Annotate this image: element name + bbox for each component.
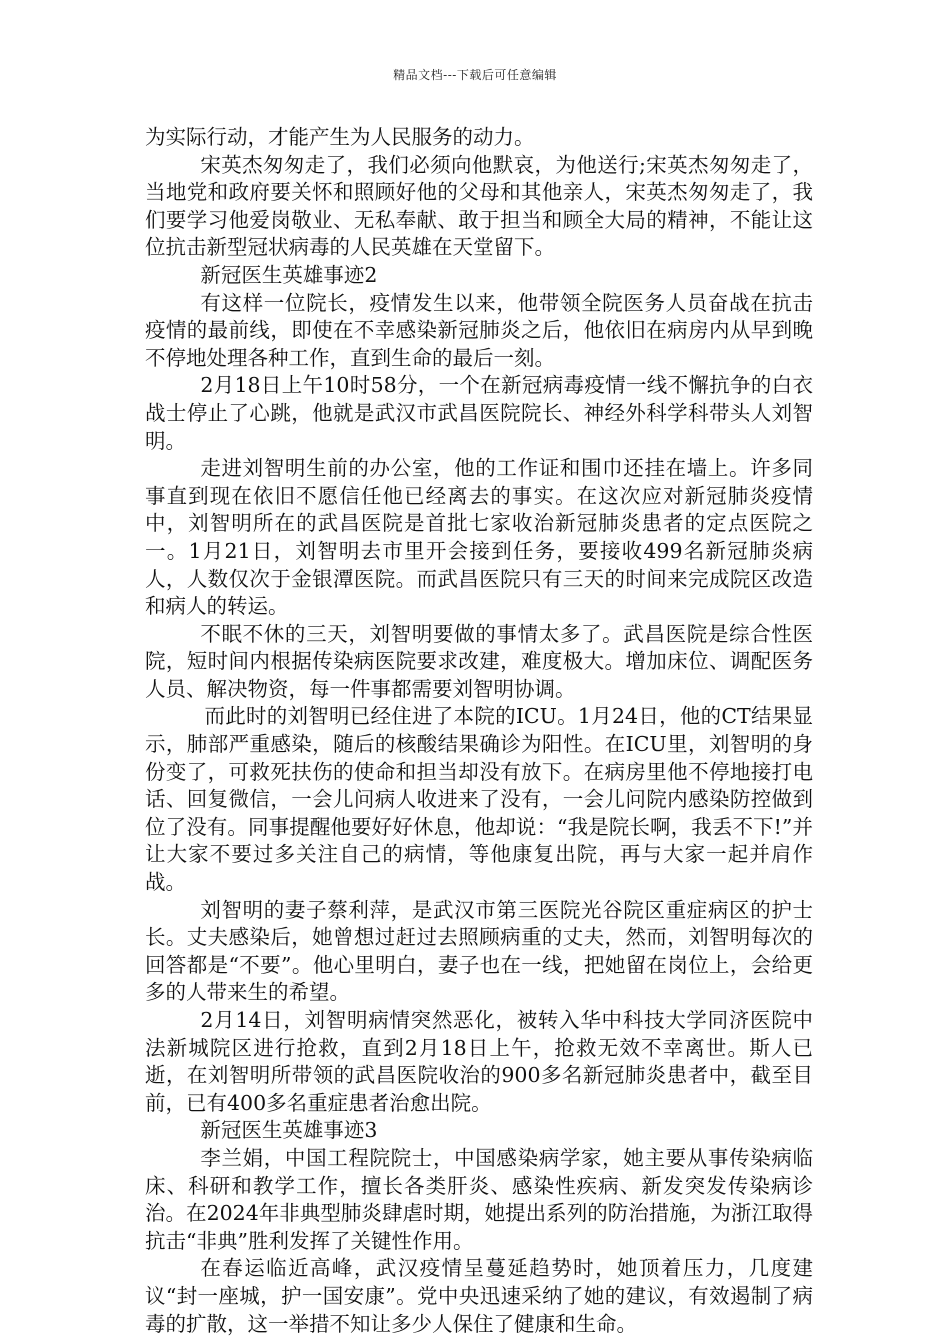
section-heading: 新冠医生英雄事迹2 xyxy=(200,262,378,287)
paragraph: 2月14日，刘智明病情突然恶化，被转入华中科技大学同济医院中法新城院区进行抢救，直到2月18日上午，抢救无效不幸离世。斯人已逝，在刘智明所带领的武昌医院收治的900多名新冠肺炎患者中，截至目前，已有400多名重症患者治愈出院。 xyxy=(145,1008,813,1115)
paragraph: 刘智明的妻子蔡利萍，是武汉市第三医院光谷院区重症病区的护士长。丈夫感染后，她曾想过赶过去照顾病重的丈夫，然而，刘智明每次的回答都是“不要”。他心里明白，妻子也在一线，把她留在岗位上，会给更多的人带来生的希望。 xyxy=(145,897,813,1005)
paragraph: 宋英杰匆匆走了，我们必须向他默哀，为他送行;宋英杰匆匆走了，当地党和政府要关怀和照顾好他的父母和其他亲人，宋英杰匆匆走了，我们要学习他爱岗敬业、无私奉献、敢于担当和顾全大局的精神，不能让这位抗击新型冠状病毒的人民英雄在天堂留下。 xyxy=(145,152,813,260)
paragraph: 在春运临近高峰，武汉疫情呈蔓延趋势时，她顶着压力，几度建议“封一座城，护一国安康”。党中央迅速采纳了她的建议，有效遏制了病毒的扩散，这一举措不知让多少人保住了健康和生命。 xyxy=(145,1256,813,1336)
section-heading: 新冠医生英雄事迹3 xyxy=(200,1118,378,1143)
paragraph: 为实际行动，才能产生为人民服务的动力。 xyxy=(145,125,535,149)
document-body xyxy=(145,124,813,1338)
page-header-note: 精品文档---下载后可任意编辑 xyxy=(393,68,557,82)
paragraph: 走进刘智明生前的办公室，他的工作证和围巾还挂在墙上。许多同事直到现在依旧不愿信任他已经离去的事实。在这次应对新冠肺炎疫情中，刘智明所在的武昌医院是首批七家收治新冠肺炎患者的定点医院之一。1月21日，刘智明去市里开会接到任务，要接收499名新冠肺炎病人，人数仅次于金银潭医院。而武昌医院只有三天的时间来完成院区改造和病人的转运。 xyxy=(145,456,813,619)
paragraph: 有这样一位院长，疫情发生以来，他带领全院医务人员奋战在抗击疫情的最前线，即使在不幸感染新冠肺炎之后，他依旧在病房内从早到晚不停地处理各种工作，直到生命的最后一刻。 xyxy=(145,290,813,370)
paragraph: 而此时的刘智明已经住进了本院的ICU。1月24日，他的CT结果显示，肺部严重感染，随后的核酸结果确诊为阳性。在ICU里，刘智明的身份变了，可救死扶伤的使命和担当却没有放下。在病房里他不停地接打电话、回复微信，一会儿问病人收进来了没有，一会儿问院内感染防控做到位了没有。同事提醒他要好好休息，他却说：“我是院长啊，我丢不下!”并让大家不要过多关注自己的病情，等他康复出院，再与大家一起并肩作战。 xyxy=(145,704,813,895)
paragraph: 2月18日上午10时58分，一个在新冠病毒疫情一线不懈抗争的白衣战士停止了心跳，他就是武汉市武昌医院院长、神经外科学科带头人刘智明。 xyxy=(145,373,813,453)
paragraph: 不眠不休的三天，刘智明要做的事情太多了。武昌医院是综合性医院，短时间内根据传染病医院要求改建，难度极大。增加床位、调配医务人员、解决物资，每一件事都需要刘智明协调。 xyxy=(145,621,813,701)
paragraph: 李兰娟，中国工程院院士，中国感染病学家，她主要从事传染病临床、科研和教学工作，擅长各类肝炎、感染性疾病、新发突发传染病诊治。在2024年非典型肺炎肆虐时期，她提出系列的防治措施，为浙江取得抗击“非典”胜利发挥了关键性作用。 xyxy=(145,1145,813,1253)
